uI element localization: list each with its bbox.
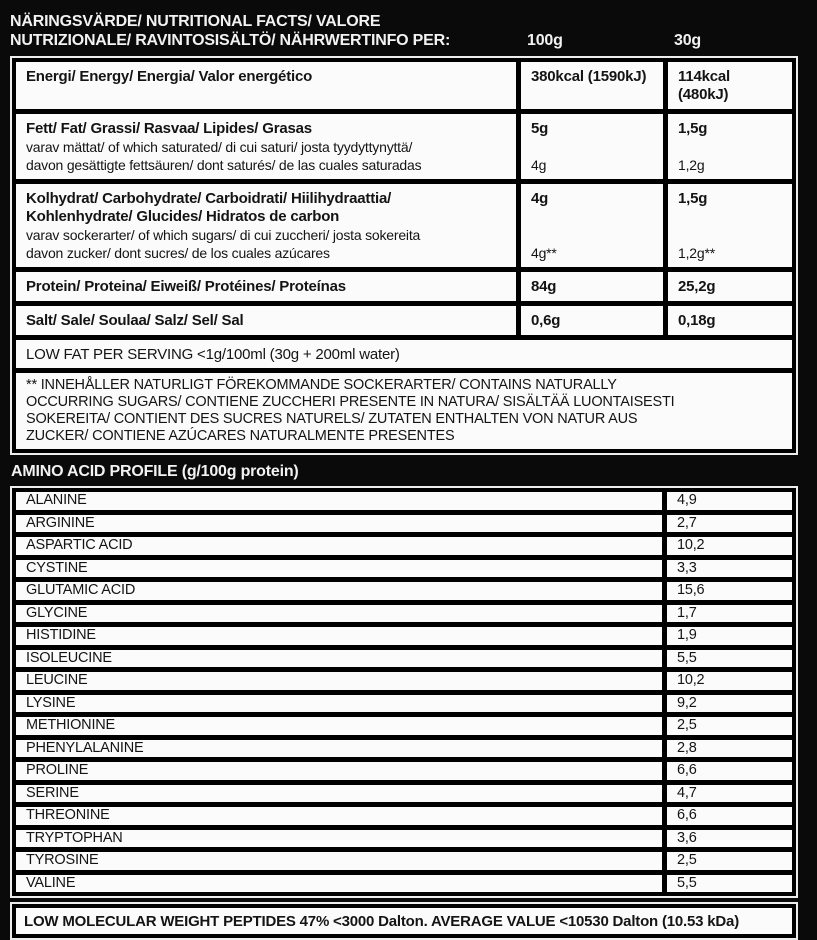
amino-acid-row: [16, 560, 792, 578]
protein-per-30g: 25,2g: [668, 272, 792, 301]
amino-acid-value: 3,6: [667, 830, 792, 848]
amino-acid-name: ASPARTIC ACID: [16, 537, 662, 555]
salt-label: Salt/ Sale/ Soulaa/ Salz/ Sel/ Sal: [16, 306, 516, 335]
column-header-100g: 100g: [527, 32, 563, 49]
carbohydrate-per-30g: 1,5g: [678, 190, 708, 207]
row-fat: [16, 114, 792, 179]
natural-sugars-note: [16, 373, 792, 449]
energy-per-100g: 380kcal (1590kJ): [521, 62, 663, 109]
amino-acid-value: 1,7: [667, 605, 792, 623]
carbohydrate-label-line2: Kohlenhydrate/ Glucides/ Hidratos de carbon: [26, 208, 340, 225]
amino-acid-row: [16, 582, 792, 600]
row-carbohydrate: [16, 184, 792, 267]
amino-acid-name: VALINE: [16, 875, 662, 893]
amino-acid-value: 15,6: [667, 582, 792, 600]
amino-acid-row: [16, 492, 792, 510]
amino-acid-value: 10,2: [667, 672, 792, 690]
natural-sugars-note-line1: ** INNEHÅLLER NATURLIGT FÖREKOMMANDE SOCKERARTER/ CONTAINS NATURALLY: [26, 377, 617, 393]
fat-saturated-line1: varav mättat/ of which saturated/ di cui saturi/ josta tyydyttynyttä/: [26, 139, 413, 155]
header-line1: NÄRINGSVÄRDE/ NUTRITIONAL FACTS/ VALORE: [10, 13, 381, 30]
amino-acid-value: 6,6: [667, 807, 792, 825]
amino-acid-name: SERINE: [16, 785, 662, 803]
amino-acid-row: [16, 695, 792, 713]
amino-acid-name: ISOLEUCINE: [16, 650, 662, 668]
nutrition-header: [10, 12, 807, 50]
carbohydrate-label-cell: [16, 184, 516, 267]
amino-acid-row: [16, 875, 792, 893]
amino-acid-value: 5,5: [667, 875, 792, 893]
amino-acid-value: 2,8: [667, 740, 792, 758]
fat-per-30g-cell: [668, 114, 792, 179]
natural-sugars-note-line4: ZUCKER/ CONTIENE AZÚCARES NATURALMENTE PRESENTES: [26, 428, 455, 444]
amino-acid-name: GLYCINE: [16, 605, 662, 623]
amino-acid-value: 1,9: [667, 627, 792, 645]
amino-acid-name: GLUTAMIC ACID: [16, 582, 662, 600]
amino-acid-value: 9,2: [667, 695, 792, 713]
amino-acid-name: THREONINE: [16, 807, 662, 825]
amino-acid-name: LYSINE: [16, 695, 662, 713]
row-energy: [16, 62, 792, 109]
energy-per-30g: 114kcal (480kJ): [668, 62, 792, 109]
amino-acid-value: 6,6: [667, 762, 792, 780]
amino-acid-value: 10,2: [667, 537, 792, 555]
header-line2: NUTRIZIONALE/ RAVINTOSISÄLTÖ/ NÄHRWERTINFO PER:: [10, 32, 451, 49]
row-protein: [16, 272, 792, 301]
amino-acid-name: ALANINE: [16, 492, 662, 510]
carbohydrate-sugars-line2: davon zucker/ dont sucres/ de los cuales azúcares: [26, 245, 330, 261]
row-low-fat-note: [16, 340, 792, 368]
row-salt: [16, 306, 792, 335]
fat-per-100g-cell: [521, 114, 663, 179]
amino-acid-row: [16, 762, 792, 780]
amino-acid-value: 2,5: [667, 852, 792, 870]
carbohydrate-per-100g: 4g: [531, 190, 549, 207]
fat-label-cell: [16, 114, 516, 179]
amino-acid-name: METHIONINE: [16, 717, 662, 735]
salt-per-100g: 0,6g: [521, 306, 663, 335]
amino-acid-row: [16, 627, 792, 645]
fat-per-30g: 1,5g: [678, 120, 708, 137]
amino-acid-row: [16, 515, 792, 533]
amino-acid-name: ARGININE: [16, 515, 662, 533]
fat-saturated-line2: davon gesättigte fettsäuren/ dont saturés/ de las cuales saturadas: [26, 157, 422, 173]
amino-acid-row: [16, 650, 792, 668]
column-header-30g: 30g: [674, 32, 701, 49]
footer-table: [10, 902, 798, 940]
natural-sugars-note-line2: OCCURRING SUGARS/ CONTIENE ZUCCHERI PRESENTE IN NATURA/ SISÄLTÄÄ LUONTAISESTI: [26, 394, 675, 410]
fat-saturated-per-30g: 1,2g: [678, 157, 705, 173]
fat-per-100g: 5g: [531, 120, 549, 137]
protein-per-100g: 84g: [521, 272, 663, 301]
amino-acid-row: [16, 605, 792, 623]
amino-acid-value: 3,3: [667, 560, 792, 578]
low-fat-note: LOW FAT PER SERVING <1g/100ml (30g + 200ml water): [16, 340, 792, 368]
carbohydrate-per-30g-cell: [668, 184, 792, 267]
fat-label: Fett/ Fat/ Grassi/ Rasvaa/ Lipides/ Grasas: [26, 120, 312, 137]
amino-acid-name: HISTIDINE: [16, 627, 662, 645]
amino-acid-row: [16, 830, 792, 848]
amino-acid-value: 4,7: [667, 785, 792, 803]
amino-acid-profile-title: AMINO ACID PROFILE (g/100g protein): [11, 463, 299, 480]
molecular-weight-note: LOW MOLECULAR WEIGHT PEPTIDES 47% <3000 Dalton. AVERAGE VALUE <10530 Dalton (10.53 kDa): [16, 908, 792, 934]
amino-acid-row: [16, 537, 792, 555]
amino-acid-row: [16, 785, 792, 803]
amino-acid-row: [16, 717, 792, 735]
energy-label: Energi/ Energy/ Energia/ Valor energético: [16, 62, 516, 109]
amino-acid-table: [10, 486, 798, 898]
amino-acid-value: 2,5: [667, 717, 792, 735]
carbohydrate-sugars-per-100g: 4g**: [531, 245, 557, 261]
amino-acid-name: LEUCINE: [16, 672, 662, 690]
amino-acid-value: 4,9: [667, 492, 792, 510]
carbohydrate-sugars-per-30g: 1,2g**: [678, 245, 715, 261]
amino-acid-row: [16, 852, 792, 870]
amino-acid-value: 5,5: [667, 650, 792, 668]
amino-acid-row: [16, 807, 792, 825]
amino-acid-name: CYSTINE: [16, 560, 662, 578]
amino-acid-name: PROLINE: [16, 762, 662, 780]
carbohydrate-per-100g-cell: [521, 184, 663, 267]
amino-acid-row: [16, 672, 792, 690]
fat-saturated-per-100g: 4g: [531, 157, 547, 173]
natural-sugars-note-line3: SOKEREITA/ CONTIENT DES SUCRES NATURELS/ ZUTATEN ENTHALTEN VON NATUR AUS: [26, 411, 638, 427]
amino-acid-name: TYROSINE: [16, 852, 662, 870]
row-sugars-note: [16, 373, 792, 449]
header-line2-row: [10, 31, 807, 50]
amino-acid-name: TRYPTOPHAN: [16, 830, 662, 848]
amino-acid-value: 2,7: [667, 515, 792, 533]
nutrition-table: [10, 56, 798, 455]
carbohydrate-label-line1: Kolhydrat/ Carbohydrate/ Carboidrati/ Hiilihydraattia/: [26, 190, 392, 207]
carbohydrate-sugars-line1: varav sockerarter/ of which sugars/ di cui zuccheri/ josta sokereita: [26, 227, 421, 243]
amino-acid-row: [16, 740, 792, 758]
amino-acid-name: PHENYLALANINE: [16, 740, 662, 758]
salt-per-30g: 0,18g: [668, 306, 792, 335]
protein-label: Protein/ Proteina/ Eiweiß/ Protéines/ Proteínas: [16, 272, 516, 301]
